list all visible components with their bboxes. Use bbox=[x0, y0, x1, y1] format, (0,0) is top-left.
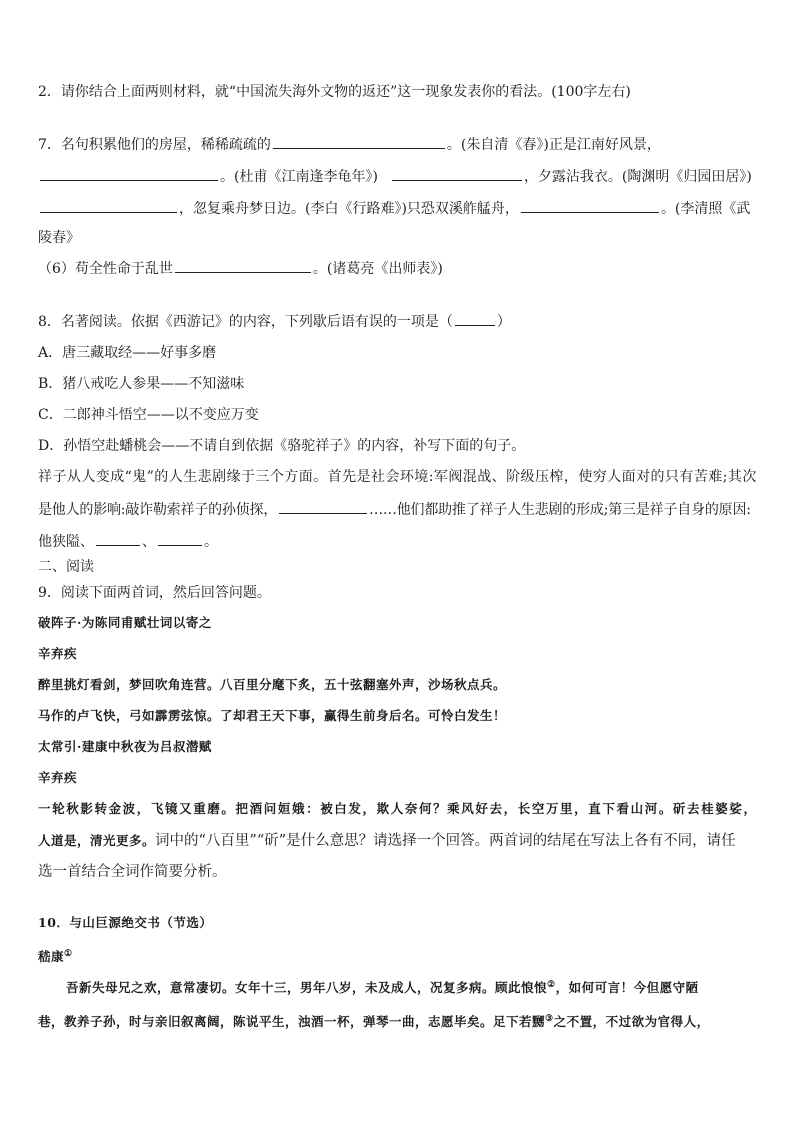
answer-blank[interactable] bbox=[273, 134, 445, 149]
poem-1-line-2: 马作的卢飞快，弓如霹雳弦惊。了却君王天下事，赢得生前身后名。可怜白发生！ bbox=[38, 708, 507, 723]
question-2: 2．请你结合上面两则材料，就“中国流失海外文物的返还”这一现象发表你的看法。(100字左右) bbox=[38, 84, 631, 100]
xiangzi-paragraph-line-2: 是他人的影响:敲诈勒索祥子的孙侦探， ……他们都助推了祥子人生悲剧的形成;第三是祥子自身的原因: bbox=[38, 499, 751, 520]
question-7-line-2: 。(杜甫《江南逢李龟年》) ，夕露沾我衣。(陶渊明《归园田居》) bbox=[38, 166, 752, 187]
option-d: D．孙悟空赴蟠桃会——不请自到依据《骆驼祥子》的内容，补写下面的句子。 bbox=[38, 438, 526, 454]
answer-blank[interactable] bbox=[40, 198, 177, 213]
poem-1-line-1: 醉里挑灯看剑，梦回吹角连营。八百里分麾下炙，五十弦翻塞外声，沙场秋点兵。 bbox=[38, 677, 507, 692]
answer-blank[interactable] bbox=[40, 166, 218, 181]
poem-2-title: 太常引·建康中秋夜为吕叔潜赋 bbox=[38, 739, 212, 754]
question-7-line-5: （6）苟全性命于乱世 。(诸葛亮《出师表》) bbox=[38, 258, 443, 279]
answer-blank[interactable] bbox=[158, 531, 202, 546]
question-10-author: 嵇康① bbox=[38, 949, 73, 965]
question-9-prompt: 选一首结合全词作简要分析。 bbox=[38, 864, 227, 880]
answer-blank[interactable] bbox=[175, 258, 311, 273]
answer-blank[interactable] bbox=[392, 166, 522, 181]
answer-blank[interactable] bbox=[521, 198, 659, 213]
poem-2-line-1: 一轮秋影转金波，飞镜又重磨。把酒问姮娥：被白发，欺人奈何？乘风好去，长空万里，直下看山河。斫去桂婆娑， bbox=[38, 801, 756, 816]
xiangzi-paragraph-line-3: 他狭隘、 、 。 bbox=[38, 531, 218, 552]
option-c: C．二郎神斗悟空——以不变应万变 bbox=[38, 407, 259, 423]
passage-line-1: 吾新失母兄之欢，意常凄切。女年十三，男年八岁，未及成人，况复多病。顾此悢悢②，如何可言！今但愿守陋 bbox=[66, 980, 699, 996]
option-a: A．唐三藏取经——好事多磨 bbox=[38, 345, 217, 361]
passage-line-2: 巷，教养子孙，时与亲旧叙离阔，陈说平生，浊酒一杯，弹琴一曲，志愿毕矣。足下若嬲③之不置，不过欲为官得人， bbox=[38, 1014, 710, 1030]
answer-blank[interactable] bbox=[279, 499, 367, 514]
question-7-line-3: ，忽复乘舟梦日边。(李白《行路难》)只恐双溪舴艋舟， 。(李清照《武 bbox=[38, 198, 750, 219]
option-b: B．猪八戒吃人参果——不知滋味 bbox=[38, 376, 245, 392]
footnote-marker: ② bbox=[547, 980, 556, 990]
answer-blank[interactable] bbox=[455, 311, 495, 326]
section-heading: 二、阅读 bbox=[38, 559, 94, 575]
poem-2-line-2: 人道是，清光更多。词中的“八百里”“斫”是什么意思？请选择一个回答。两首词的结尾在写法上各有不同，请任 bbox=[38, 833, 736, 849]
poem-1-author: 辛弃疾 bbox=[38, 646, 78, 661]
footnote-marker: ③ bbox=[545, 1014, 554, 1024]
question-9-stem: 9．阅读下面两首词，然后回答问题。 bbox=[38, 585, 271, 601]
answer-blank[interactable] bbox=[96, 531, 140, 546]
footnote-marker: ① bbox=[64, 949, 73, 959]
poem-1-title: 破阵子·为陈同甫赋壮词以寄之 bbox=[38, 615, 212, 630]
question-10-title: 10．与山巨源绝交书（节选） bbox=[38, 915, 213, 930]
poem-2-author: 辛弃疾 bbox=[38, 770, 78, 785]
xiangzi-paragraph-line-1: 祥子从人变成“鬼”的人生悲剧缘于三个方面。首先是社会环境:军阀混战、阶级压榨，使穷人面对的只有苦难;其次 bbox=[38, 469, 756, 485]
question-7-line-1: 7．名句积累他们的房屋，稀稀疏疏的 。(朱自清《春》)正是江南好风景， bbox=[38, 134, 661, 155]
question-8-stem: 8．名著阅读。依据《西游记》的内容，下列歇后语有误的一项是（ ） bbox=[38, 311, 511, 332]
question-7-line-4: 陵春》 bbox=[38, 230, 80, 246]
